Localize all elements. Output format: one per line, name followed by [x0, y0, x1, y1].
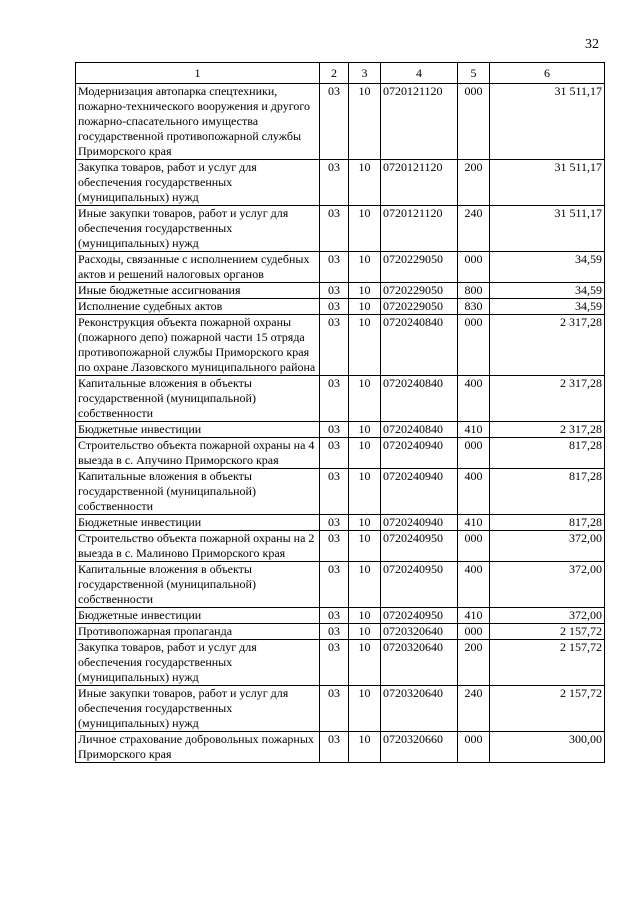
row-name: Бюджетные инвестиции	[76, 422, 320, 438]
row-subsection: 10	[349, 438, 381, 469]
row-name: Личное страхование добровольных пожарных Приморского края	[76, 732, 320, 763]
row-expense-type: 240	[458, 206, 490, 252]
row-target-article: 0720240950	[381, 608, 458, 624]
table-row	[76, 422, 605, 438]
table-row	[76, 624, 605, 640]
row-name: Противопожарная пропаганда	[76, 624, 320, 640]
table-row	[76, 315, 605, 376]
row-amount: 2 157,72	[490, 686, 605, 732]
row-target-article: 0720121120	[381, 160, 458, 206]
table-row	[76, 206, 605, 252]
table-row	[76, 469, 605, 515]
row-subsection: 10	[349, 160, 381, 206]
row-expense-type: 000	[458, 252, 490, 283]
table-row	[76, 515, 605, 531]
row-section: 03	[320, 422, 349, 438]
row-amount: 34,59	[490, 252, 605, 283]
row-expense-type: 240	[458, 686, 490, 732]
row-amount: 2 317,28	[490, 315, 605, 376]
row-expense-type: 410	[458, 608, 490, 624]
row-amount: 300,00	[490, 732, 605, 763]
row-amount: 372,00	[490, 608, 605, 624]
row-expense-type: 400	[458, 562, 490, 608]
row-subsection: 10	[349, 283, 381, 299]
row-expense-type: 000	[458, 732, 490, 763]
row-amount: 2 157,72	[490, 624, 605, 640]
budget-table	[75, 62, 605, 763]
row-subsection: 10	[349, 531, 381, 562]
row-target-article: 0720121120	[381, 206, 458, 252]
table-row	[76, 438, 605, 469]
column-header-amount: 6	[490, 63, 605, 84]
row-subsection: 10	[349, 376, 381, 422]
row-target-article: 0720240840	[381, 376, 458, 422]
row-amount: 817,28	[490, 469, 605, 515]
table-row	[76, 686, 605, 732]
row-subsection: 10	[349, 515, 381, 531]
row-target-article: 0720240940	[381, 469, 458, 515]
row-amount: 34,59	[490, 299, 605, 315]
row-name: Бюджетные инвестиции	[76, 608, 320, 624]
row-section: 03	[320, 438, 349, 469]
table-row	[76, 376, 605, 422]
column-header-name: 1	[76, 63, 320, 84]
row-expense-type: 000	[458, 531, 490, 562]
row-expense-type: 830	[458, 299, 490, 315]
row-name: Капитальные вложения в объекты государственной (муниципальной) собственности	[76, 562, 320, 608]
table-body	[76, 84, 605, 763]
row-subsection: 10	[349, 252, 381, 283]
row-section: 03	[320, 686, 349, 732]
row-amount: 2 157,72	[490, 640, 605, 686]
row-subsection: 10	[349, 299, 381, 315]
row-name: Модернизация автопарка спецтехники, пожарно-технического вооружения и другого пожарно-спасательного имущества государственной противопожарной службы Приморского края	[76, 84, 320, 160]
row-amount: 31 511,17	[490, 84, 605, 160]
row-name: Расходы, связанные с исполнением судебных актов и решений налоговых органов	[76, 252, 320, 283]
row-section: 03	[320, 160, 349, 206]
column-header-expense-type: 5	[458, 63, 490, 84]
row-name: Капитальные вложения в объекты государственной (муниципальной) собственности	[76, 469, 320, 515]
row-target-article: 0720240940	[381, 438, 458, 469]
row-target-article: 0720320640	[381, 624, 458, 640]
page-number: 32	[585, 37, 599, 52]
row-expense-type: 800	[458, 283, 490, 299]
row-amount: 2 317,28	[490, 422, 605, 438]
row-section: 03	[320, 206, 349, 252]
row-amount: 817,28	[490, 515, 605, 531]
row-expense-type: 000	[458, 438, 490, 469]
table-row	[76, 732, 605, 763]
row-expense-type: 400	[458, 376, 490, 422]
row-amount: 372,00	[490, 562, 605, 608]
row-name: Строительство объекта пожарной охраны на 4 выезда в с. Апучино Приморского края	[76, 438, 320, 469]
row-name: Иные закупки товаров, работ и услуг для обеспечения государственных (муниципальных) нужд	[76, 686, 320, 732]
row-target-article: 0720240950	[381, 562, 458, 608]
row-section: 03	[320, 376, 349, 422]
row-section: 03	[320, 515, 349, 531]
row-expense-type: 000	[458, 84, 490, 160]
row-name: Бюджетные инвестиции	[76, 515, 320, 531]
row-target-article: 0720240950	[381, 531, 458, 562]
row-target-article: 0720229050	[381, 299, 458, 315]
row-name: Капитальные вложения в объекты государственной (муниципальной) собственности	[76, 376, 320, 422]
table-row	[76, 608, 605, 624]
row-subsection: 10	[349, 640, 381, 686]
row-expense-type: 410	[458, 422, 490, 438]
row-target-article: 0720121120	[381, 84, 458, 160]
row-name: Закупка товаров, работ и услуг для обеспечения государственных (муниципальных) нужд	[76, 160, 320, 206]
table-row	[76, 160, 605, 206]
row-expense-type: 200	[458, 640, 490, 686]
row-amount: 817,28	[490, 438, 605, 469]
row-amount: 372,00	[490, 531, 605, 562]
row-amount: 2 317,28	[490, 376, 605, 422]
row-target-article: 0720320660	[381, 732, 458, 763]
row-subsection: 10	[349, 624, 381, 640]
row-amount: 31 511,17	[490, 160, 605, 206]
row-target-article: 0720240940	[381, 515, 458, 531]
table-row	[76, 531, 605, 562]
row-section: 03	[320, 640, 349, 686]
row-subsection: 10	[349, 206, 381, 252]
row-name: Реконструкция объекта пожарной охраны (пожарного депо) пожарной части 15 отряда противопожарной службы Приморского края по охране Лазовского муниципального района	[76, 315, 320, 376]
row-subsection: 10	[349, 732, 381, 763]
header-row	[76, 63, 605, 84]
row-subsection: 10	[349, 422, 381, 438]
row-section: 03	[320, 252, 349, 283]
column-header-subsection: 3	[349, 63, 381, 84]
row-subsection: 10	[349, 469, 381, 515]
row-expense-type: 000	[458, 315, 490, 376]
row-target-article: 0720229050	[381, 283, 458, 299]
row-amount: 31 511,17	[490, 206, 605, 252]
row-amount: 34,59	[490, 283, 605, 299]
column-header-section: 2	[320, 63, 349, 84]
table-row	[76, 562, 605, 608]
row-name: Строительство объекта пожарной охраны на 2 выезда в с. Малиново Приморского края	[76, 531, 320, 562]
row-expense-type: 400	[458, 469, 490, 515]
row-section: 03	[320, 299, 349, 315]
row-section: 03	[320, 315, 349, 376]
row-expense-type: 200	[458, 160, 490, 206]
table-row	[76, 84, 605, 160]
row-section: 03	[320, 732, 349, 763]
row-expense-type: 410	[458, 515, 490, 531]
row-subsection: 10	[349, 562, 381, 608]
row-section: 03	[320, 84, 349, 160]
row-section: 03	[320, 624, 349, 640]
row-target-article: 0720320640	[381, 686, 458, 732]
row-section: 03	[320, 608, 349, 624]
row-section: 03	[320, 562, 349, 608]
table-row	[76, 299, 605, 315]
row-section: 03	[320, 469, 349, 515]
table-row	[76, 640, 605, 686]
row-subsection: 10	[349, 315, 381, 376]
row-subsection: 10	[349, 84, 381, 160]
row-target-article: 0720229050	[381, 252, 458, 283]
row-name: Иные закупки товаров, работ и услуг для обеспечения государственных (муниципальных) нужд	[76, 206, 320, 252]
column-header-target-article: 4	[381, 63, 458, 84]
row-target-article: 0720240840	[381, 315, 458, 376]
row-name: Иные бюджетные ассигнования	[76, 283, 320, 299]
row-section: 03	[320, 531, 349, 562]
row-section: 03	[320, 283, 349, 299]
table-row	[76, 252, 605, 283]
row-name: Закупка товаров, работ и услуг для обеспечения государственных (муниципальных) нужд	[76, 640, 320, 686]
row-target-article: 0720240840	[381, 422, 458, 438]
row-subsection: 10	[349, 686, 381, 732]
row-subsection: 10	[349, 608, 381, 624]
row-name: Исполнение судебных актов	[76, 299, 320, 315]
row-expense-type: 000	[458, 624, 490, 640]
table-row	[76, 283, 605, 299]
row-target-article: 0720320640	[381, 640, 458, 686]
